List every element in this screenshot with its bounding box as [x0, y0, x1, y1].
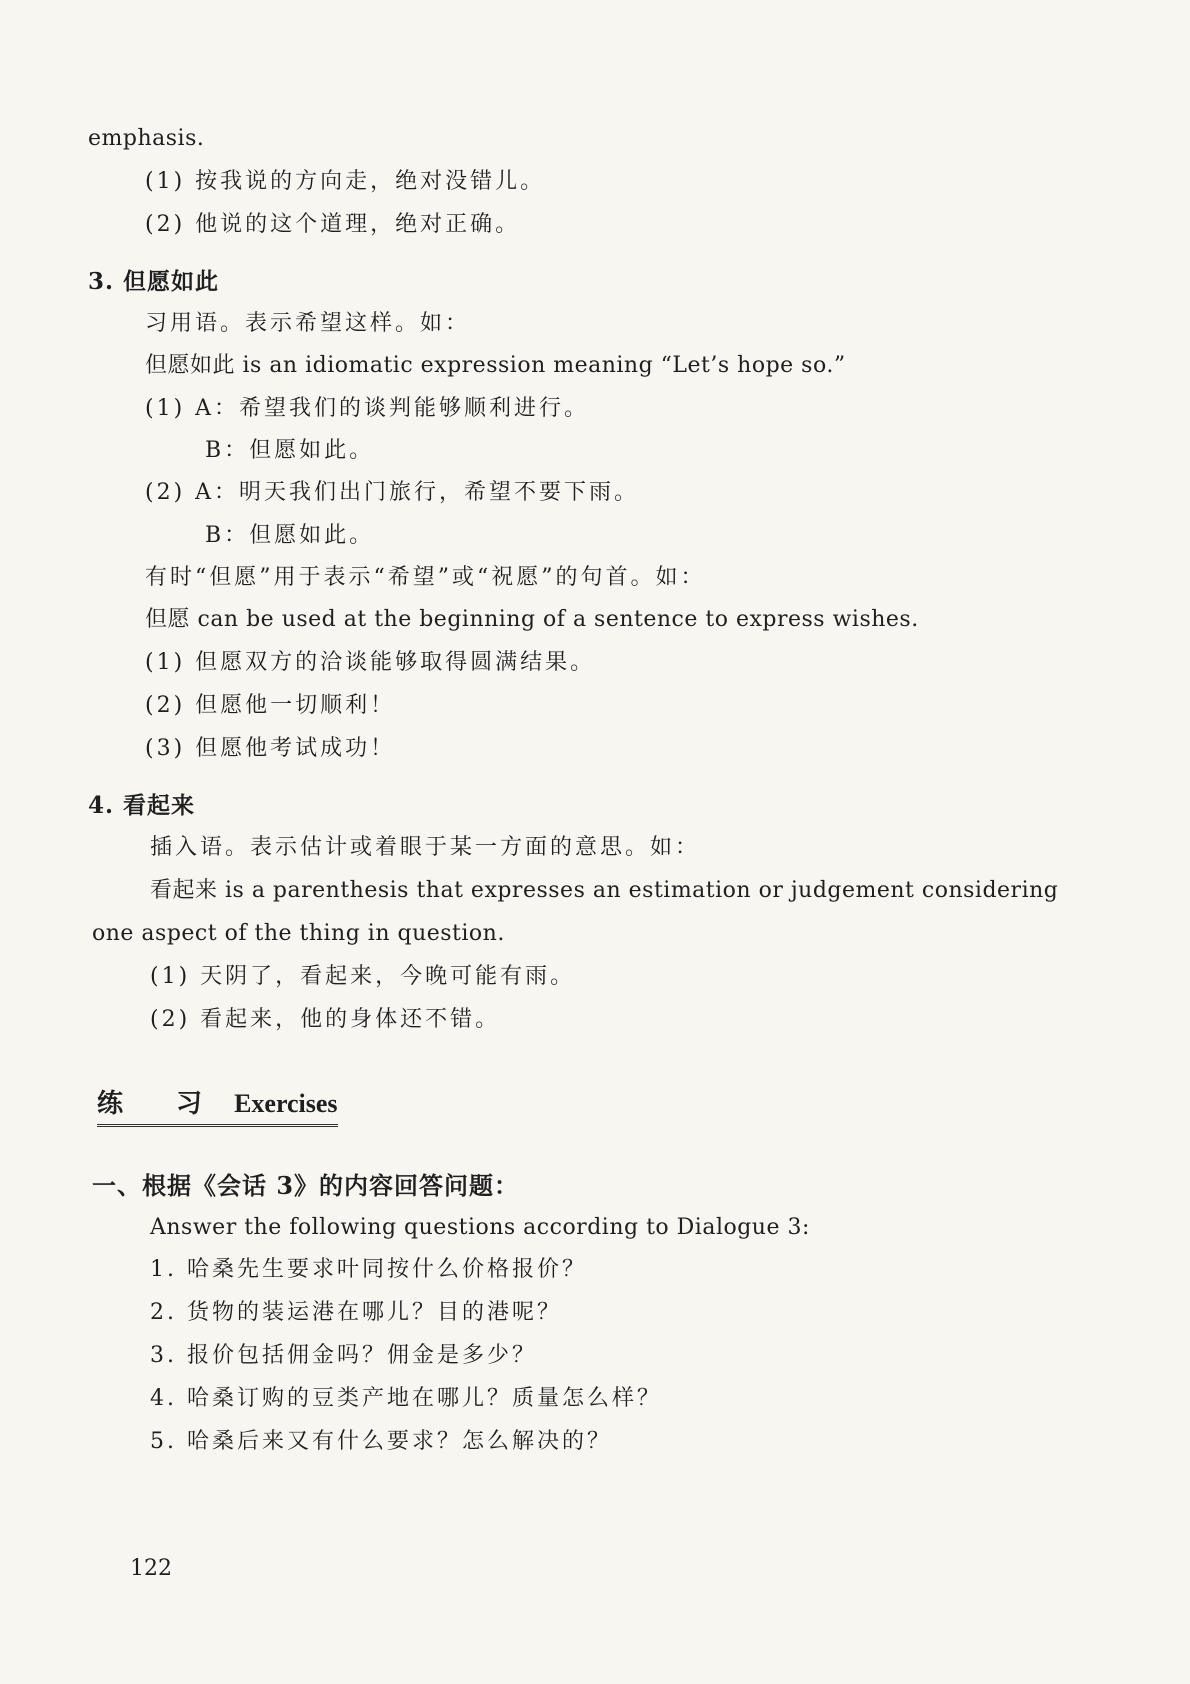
exercise-section-1-title: 一、根据《会话 3》的内容回答问题： [92, 1171, 520, 1200]
dialogue-2-a: (2) A：明天我们出门旅行，希望不要下雨。 [145, 480, 640, 505]
note-en: 但愿 can be used at the beginning of a sentence to express wishes. [145, 607, 919, 632]
exercises-title-cn: 练 习 [97, 1089, 225, 1119]
wish-example-3: (3) 但愿他考试成功！ [145, 736, 396, 761]
explanation-en-line-1: 看起来 is a parenthesis that expresses an estimation or judgement considering [150, 878, 1059, 903]
dialogue-1-a: (1) A：希望我们的谈判能够顺利进行。 [145, 396, 590, 421]
dialogue-2-b: B：但愿如此。 [205, 523, 375, 548]
explanation-cn: 习用语。表示希望这样。如： [145, 311, 471, 336]
exercises-title-en: Exercises [234, 1089, 338, 1118]
example-2: (2) 看起来，他的身体还不错。 [150, 1007, 501, 1032]
exercise-instruction: Answer the following questions according to Dialogue 3: [150, 1215, 810, 1240]
continued-text-emphasis: emphasis. [88, 126, 205, 151]
explanation-cn: 插入语。表示估计或着眼于某一方面的意思。如： [150, 835, 701, 860]
explanation-en-line-2: one aspect of the thing in question. [92, 921, 505, 946]
wish-example-2: (2) 但愿他一切顺利！ [145, 693, 396, 718]
question-item: 4. 哈桑订购的豆类产地在哪儿？质量怎么样？ [150, 1386, 662, 1411]
example-1: (1) 天阴了，看起来，今晚可能有雨。 [150, 964, 576, 989]
section-heading-3: 3. 但愿如此 [88, 268, 220, 295]
question-item: 2. 货物的装运港在哪儿？目的港呢？ [150, 1300, 562, 1325]
explanation-en: 但愿如此 is an idiomatic expression meaning “Let’s hope so.” [145, 353, 846, 378]
section-heading-4: 4. 看起来 [88, 792, 196, 819]
question-item: 1. 哈桑先生要求叶同按什么价格报价？ [150, 1257, 587, 1282]
page-number: 122 [130, 1556, 172, 1581]
note-cn: 有时“但愿”用于表示“希望”或“祝愿”的句首。如： [145, 565, 706, 590]
example-2: (2) 他说的这个道理，绝对正确。 [145, 212, 521, 237]
question-item: 5. 哈桑后来又有什么要求？怎么解决的？ [150, 1429, 612, 1454]
wish-example-1: (1) 但愿双方的洽谈能够取得圆满结果。 [145, 650, 596, 675]
dialogue-1-b: B：但愿如此。 [205, 438, 375, 463]
example-1: (1) 按我说的方向走，绝对没错儿。 [145, 169, 546, 194]
exercises-title [97, 1088, 338, 1127]
question-item: 3. 报价包括佣金吗？佣金是多少？ [150, 1343, 537, 1368]
